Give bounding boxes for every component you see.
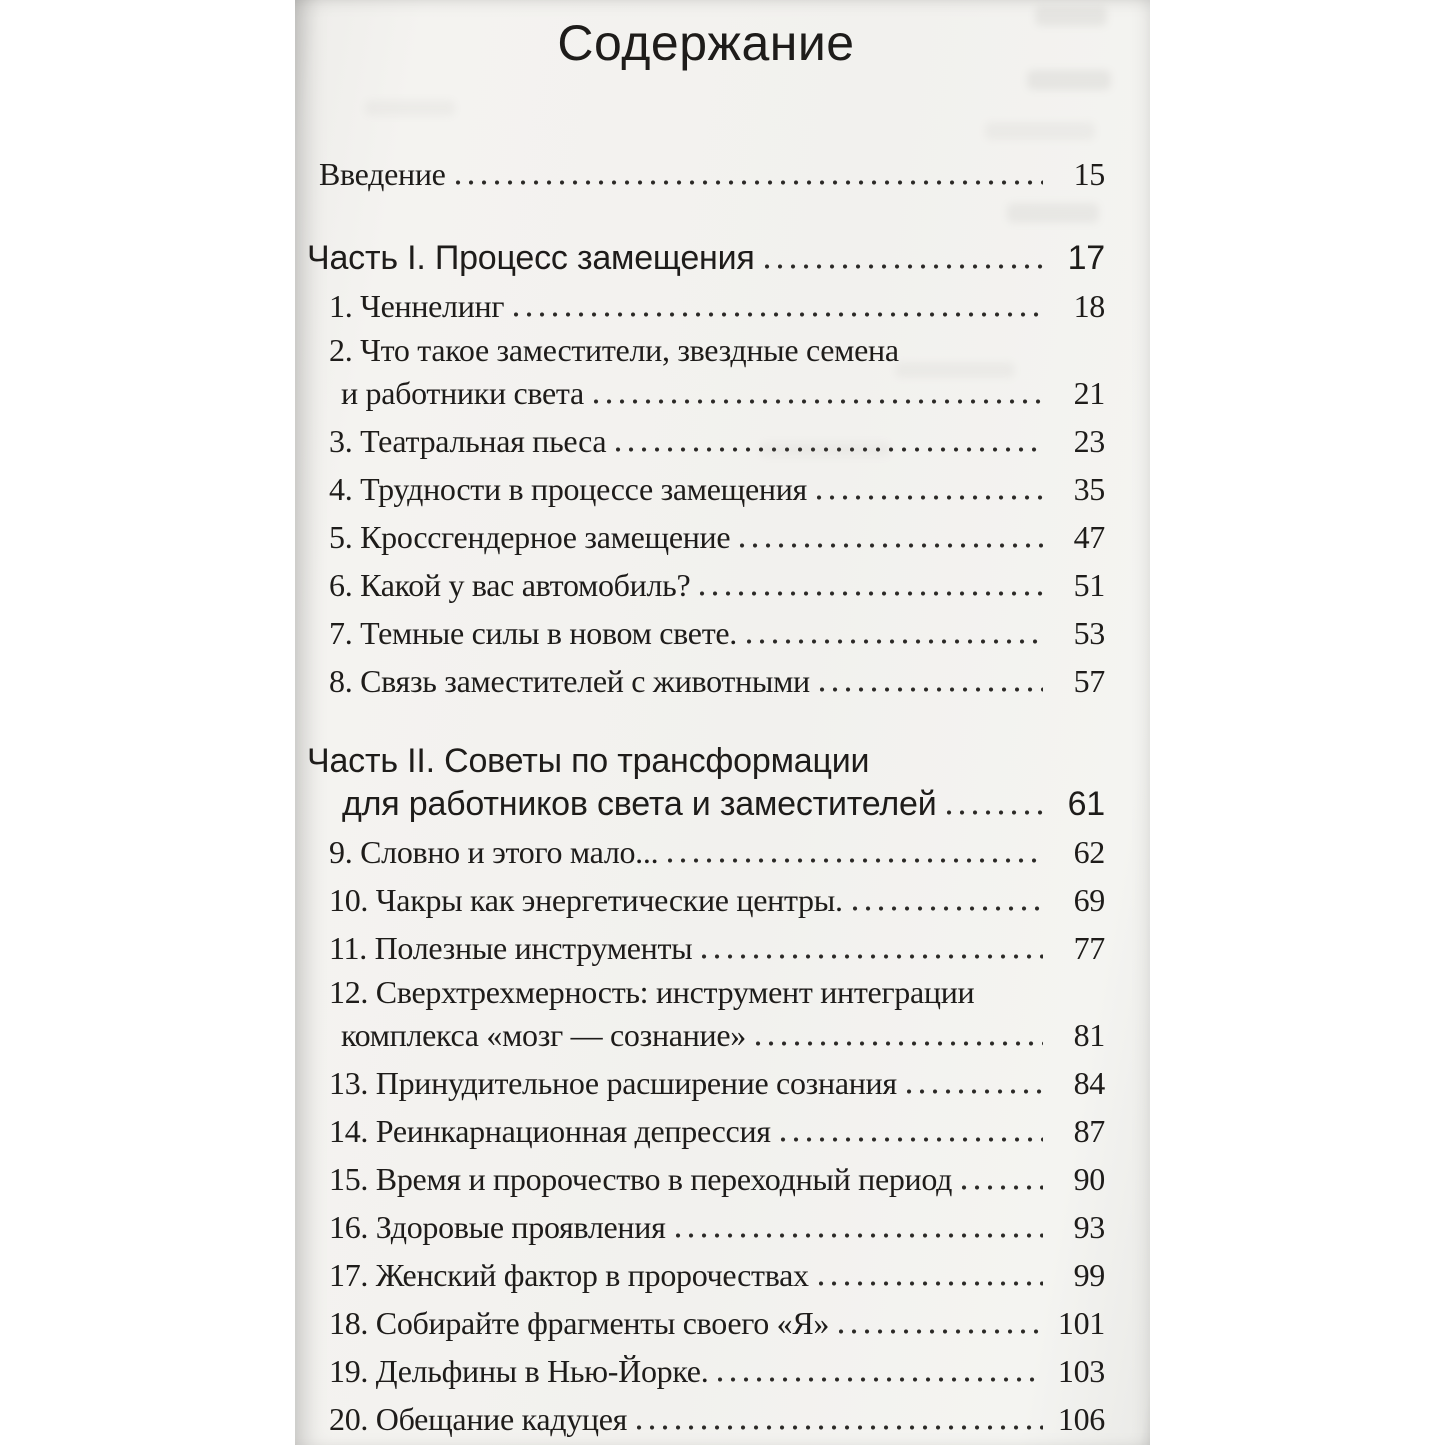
- toc-entry-last-line: [307, 234, 1105, 282]
- toc-entry: [307, 609, 1105, 657]
- dot-leader: [765, 264, 1043, 269]
- toc-entry-last-line: [329, 1155, 1105, 1203]
- toc-entry-last-line: [329, 657, 1105, 705]
- toc-entry-label: 8. Связь заместителей с животными: [329, 663, 810, 699]
- toc-entry-line: Часть II. Советы по трансформации: [307, 742, 870, 780]
- toc-entry-last-line: [329, 1299, 1105, 1347]
- page-number: 87: [1073, 1113, 1105, 1149]
- toc-entry-last-line: [329, 282, 1105, 330]
- dot-leader: [676, 1233, 1044, 1238]
- toc-entry-last-line: [329, 561, 1105, 609]
- page-number: 84: [1073, 1065, 1105, 1101]
- toc-entry: [307, 1203, 1105, 1251]
- dot-leader: [747, 639, 1043, 644]
- toc-entry: [307, 972, 1105, 1059]
- dot-leader: [756, 1041, 1043, 1046]
- toc-part-heading: [307, 234, 1105, 282]
- page-number: 90: [1073, 1161, 1105, 1197]
- dot-leader: [962, 1185, 1043, 1190]
- toc-entry-last-line: [329, 1059, 1105, 1107]
- toc-entry: [307, 282, 1105, 330]
- toc-entry: [307, 1155, 1105, 1203]
- page-number: 57: [1073, 663, 1105, 699]
- page-number: 103: [1057, 1353, 1105, 1389]
- toc-entry-last-line: [329, 1203, 1105, 1251]
- toc-entry: [307, 1107, 1105, 1155]
- page-number: 106: [1057, 1401, 1105, 1437]
- toc-entry-label: 16. Здоровые проявления: [329, 1209, 666, 1245]
- toc-intro-entry: [307, 150, 1105, 198]
- toc-entry-label: 10. Чакры как энергетические центры.: [329, 882, 843, 918]
- toc-entry-label: 18. Собирайте фрагменты своего «Я»: [329, 1305, 830, 1341]
- toc-entry-last-line: [329, 924, 1105, 972]
- page-number: 51: [1073, 567, 1105, 603]
- page-number: 18: [1073, 288, 1105, 324]
- toc-entry-label: 17. Женский фактор в пророчествах: [329, 1257, 809, 1293]
- toc-entry: [307, 657, 1105, 705]
- toc-entry: [307, 330, 1105, 417]
- dot-leader: [700, 591, 1043, 596]
- toc-entry-last-line: [329, 609, 1105, 657]
- toc-entry-label: и работники света: [341, 375, 584, 411]
- dot-leader: [514, 312, 1043, 317]
- toc-entry-last-line: [319, 150, 1105, 198]
- toc-entry-label: 1. Ченнелинг: [329, 288, 505, 324]
- toc-entry: [307, 1299, 1105, 1347]
- page-number: 69: [1073, 882, 1105, 918]
- dot-leader: [456, 180, 1043, 185]
- toc-entry-label: 5. Кроссгендерное замещение: [329, 519, 731, 555]
- toc-entry-label: 13. Принудительное расширение сознания: [329, 1065, 897, 1101]
- page-number: 47: [1073, 519, 1105, 555]
- toc-entry-last-line: [341, 1011, 1105, 1059]
- toc-entry-last-line: [342, 780, 1105, 828]
- toc-entry-label: 7. Темные силы в новом свете.: [329, 615, 737, 651]
- toc-entry-last-line: [329, 828, 1105, 876]
- toc-entry: [307, 876, 1105, 924]
- page-number: 93: [1073, 1209, 1105, 1245]
- toc-entry-label: 20. Обещание кадуцея: [329, 1401, 628, 1437]
- dot-leader: [907, 1089, 1043, 1094]
- dot-leader: [839, 1329, 1043, 1334]
- dot-leader: [819, 1281, 1043, 1286]
- page-number: 53: [1073, 615, 1105, 651]
- toc-entry-last-line: [329, 417, 1105, 465]
- toc-entry-last-line: [329, 1347, 1105, 1395]
- toc-entry-label: 4. Трудности в процессе замещения: [329, 471, 807, 507]
- toc-entry-label: 15. Время и пророчество в переходный период: [329, 1161, 953, 1197]
- toc-entry-last-line: [329, 1395, 1105, 1443]
- page-number: 61: [1067, 785, 1105, 823]
- toc-entry: [307, 1395, 1105, 1443]
- toc-entry-label: 11. Полезные инструменты: [329, 930, 693, 966]
- page-number: 21: [1073, 375, 1105, 411]
- page-number: 23: [1073, 423, 1105, 459]
- dot-leader: [594, 399, 1043, 404]
- dot-leader: [637, 1425, 1043, 1430]
- page-title: Содержание: [557, 15, 855, 71]
- dot-leader: [718, 1377, 1043, 1382]
- toc-part-heading: [307, 741, 1105, 828]
- toc-entry: [307, 1251, 1105, 1299]
- dot-leader: [947, 810, 1043, 815]
- toc-entry-last-line: [341, 369, 1105, 417]
- dot-leader: [702, 954, 1043, 959]
- toc-entry-last-line: [329, 1107, 1105, 1155]
- dot-leader: [817, 495, 1043, 500]
- toc-entry-line: 2. Что такое заместители, звездные семена: [329, 332, 899, 368]
- toc-entry: [307, 828, 1105, 876]
- toc-entry-label: Часть I. Процесс замещения: [307, 239, 755, 277]
- toc-entry: [307, 513, 1105, 561]
- toc-entry-last-line: [329, 876, 1105, 924]
- toc-entry-last-line: [329, 513, 1105, 561]
- dot-leader: [668, 858, 1043, 863]
- toc-entry-line: 12. Сверхтрехмерность: инструмент интеграции: [329, 974, 975, 1010]
- page-number: 81: [1073, 1017, 1105, 1053]
- page-number: 99: [1073, 1257, 1105, 1293]
- toc-entry: [307, 561, 1105, 609]
- toc-entry-last-line: [329, 1251, 1105, 1299]
- toc-entry-label: 6. Какой у вас автомобиль?: [329, 567, 691, 603]
- dot-leader: [853, 906, 1043, 911]
- toc-entry-label: 9. Словно и этого мало...: [329, 834, 659, 870]
- table-of-contents: [307, 150, 1105, 1443]
- page-number: 77: [1073, 930, 1105, 966]
- toc-entry-last-line: [329, 465, 1105, 513]
- dot-leader: [820, 687, 1043, 692]
- bleed-through-smudge: [365, 100, 455, 116]
- toc-entry-label: 19. Дельфины в Нью-Йорке.: [329, 1353, 709, 1389]
- bleed-through-smudge: [985, 122, 1095, 140]
- dot-leader: [740, 543, 1043, 548]
- toc-entry-label: для работников света и заместителей: [342, 785, 937, 823]
- toc-entry: [307, 1059, 1105, 1107]
- toc-entry: [307, 1347, 1105, 1395]
- toc-entry-label: 3. Театральная пьеса: [329, 423, 607, 459]
- page-number: 17: [1067, 239, 1105, 277]
- dot-leader: [781, 1137, 1043, 1142]
- page-number: 62: [1073, 834, 1105, 870]
- toc-entry: [307, 924, 1105, 972]
- toc-entry: [307, 417, 1105, 465]
- book-page-photo: [295, 0, 1150, 1445]
- toc-entry-label: комплекса «мозг — сознание»: [341, 1017, 746, 1053]
- page-number: 35: [1073, 471, 1105, 507]
- page-number: 101: [1057, 1305, 1105, 1341]
- toc-entry-label: Введение: [319, 156, 446, 192]
- dot-leader: [616, 447, 1043, 452]
- toc-entry: [307, 465, 1105, 513]
- toc-entry-label: 14. Реинкарнационная депрессия: [329, 1113, 771, 1149]
- page-number: 15: [1073, 156, 1105, 192]
